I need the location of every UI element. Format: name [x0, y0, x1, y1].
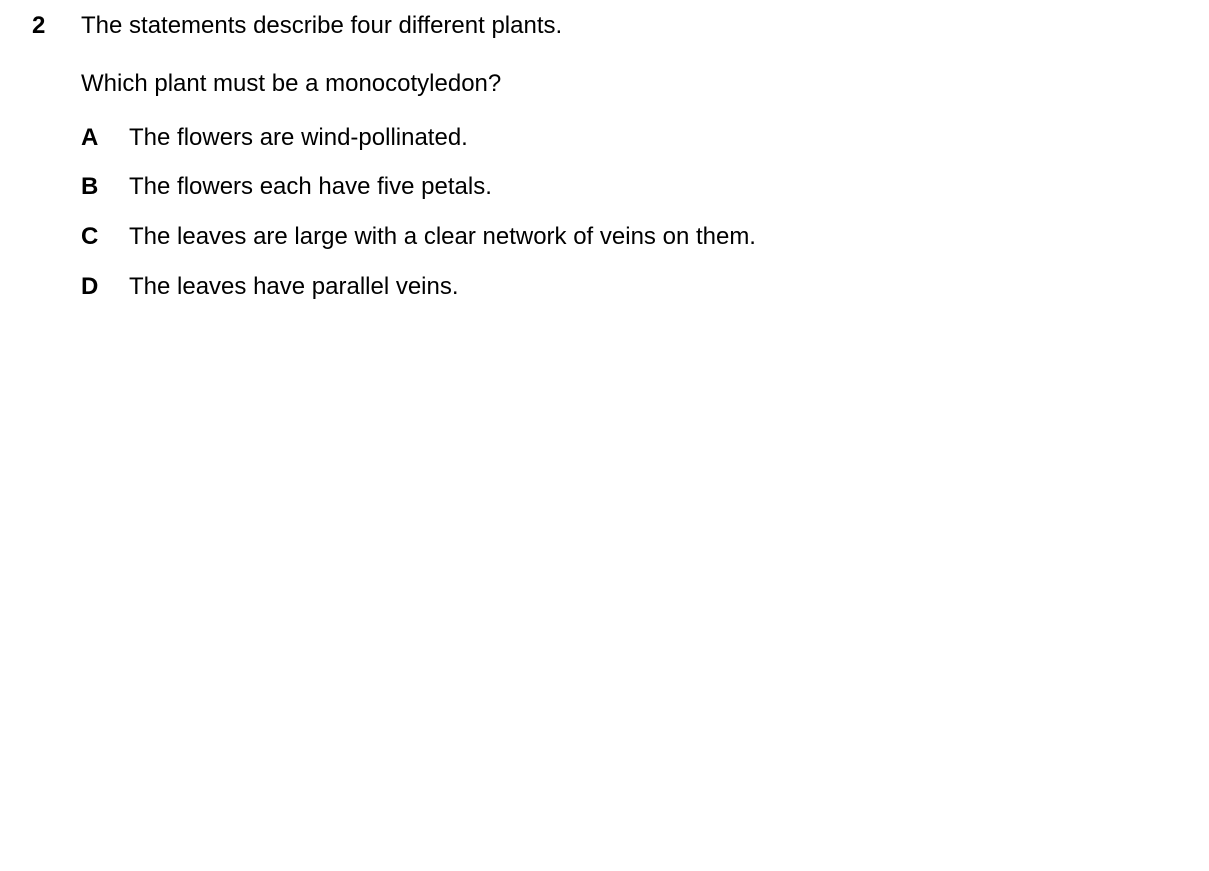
option-b: [81, 173, 1081, 201]
option-d: [81, 273, 1081, 301]
option-text: The leaves have parallel veins.: [129, 273, 459, 300]
option-letter: B: [81, 173, 99, 200]
question-number: 2: [32, 12, 46, 39]
option-letter: C: [81, 223, 99, 250]
option-letter: A: [81, 124, 99, 151]
option-text: The flowers each have five petals.: [129, 173, 492, 200]
option-letter: D: [81, 273, 99, 300]
option-text: The leaves are large with a clear network of veins on them.: [129, 223, 756, 250]
question-stem: The statements describe four different plants.: [81, 12, 563, 39]
option-text: The flowers are wind-pollinated.: [129, 124, 468, 151]
option-a: [81, 124, 1081, 152]
option-c: [81, 223, 1081, 251]
question-prompt: Which plant must be a monocotyledon?: [81, 70, 502, 97]
